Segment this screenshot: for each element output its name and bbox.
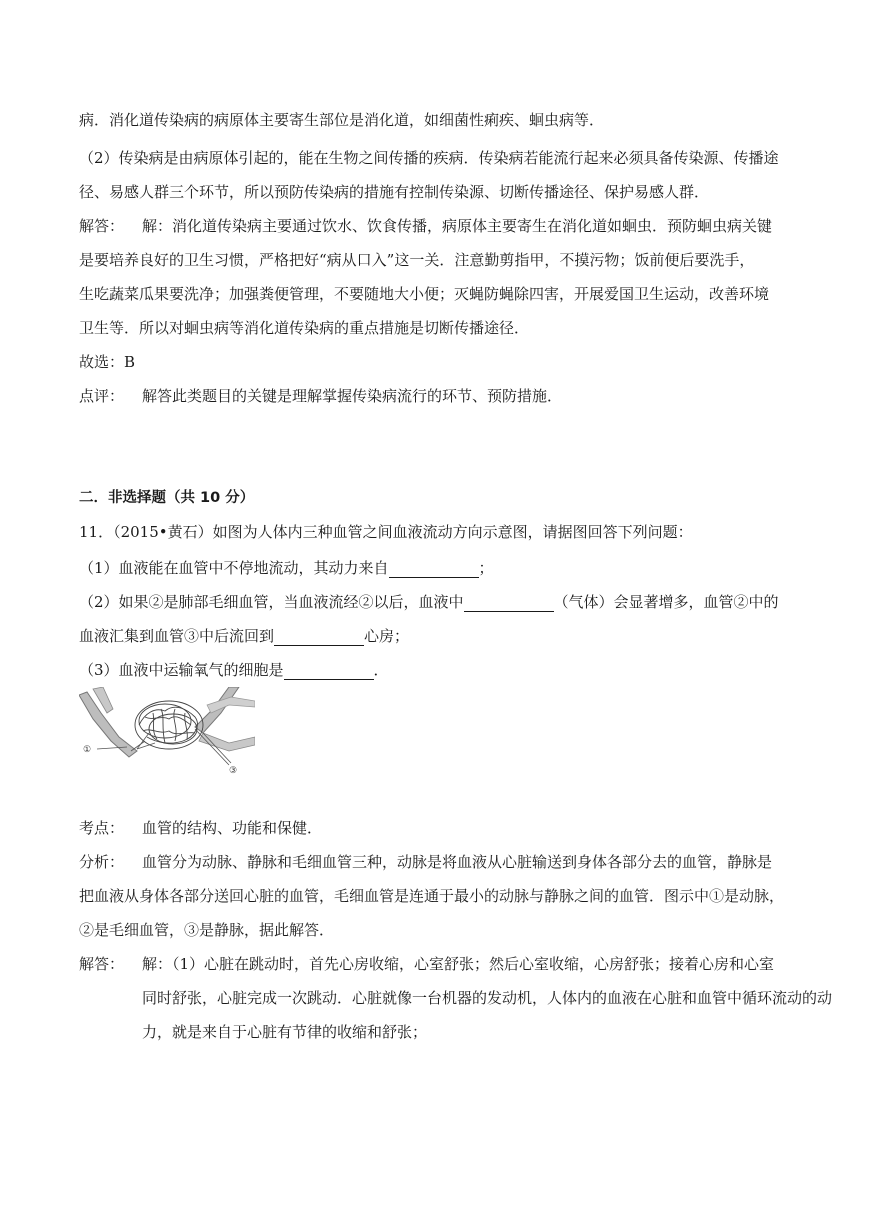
answer-block [79, 954, 774, 974]
answer-blank [274, 629, 364, 646]
section-heading: 二．非选择题（共 10 分） [79, 490, 255, 506]
q1-end: ； [478, 559, 494, 577]
text-line: ②是毛细血管，③是静脉，据此解答． [79, 921, 335, 939]
comment-text: 解答此类题目的关键是理解掌握传染病流行的环节、预防措施． [142, 387, 563, 405]
q2-text-d: 心房； [364, 627, 410, 645]
q3-end: ． [373, 661, 389, 679]
q1-text: （1）血液能在血管中不停地流动，其动力来自 [79, 559, 389, 577]
answer-blank [464, 595, 554, 612]
text-line: 生吃蔬菜瓜果要洗净；加强粪便管理，不要随地大小便；灭蝇防蝇除四害，开展爱国卫生运动，改善环境 [79, 285, 770, 303]
fenxi-label: 分析： [79, 853, 125, 871]
answer-label: 解答： [79, 217, 125, 235]
kaodian-text: 血管的结构、功能和保健． [142, 819, 323, 837]
q3-text: （3）血液中运输氧气的细胞是 [79, 661, 284, 679]
text-line: 血管分为动脉、静脉和毛细血管三种，动脉是将血液从心脏输送到身体各部分去的血管，静脉是 [142, 853, 773, 871]
answer-block [79, 216, 772, 236]
kaodian-block [79, 818, 322, 838]
answer-blank [284, 663, 374, 680]
fenxi-block [79, 852, 772, 872]
text-line: 是要培养良好的卫生习惯，严格把好“病从口入”这一关．注意勤剪指甲，不摸污物；饭前便后要洗手， [79, 251, 755, 269]
comment-block [79, 386, 562, 406]
text-line: 力，就是来自于心脏有节律的收缩和舒张； [142, 1023, 428, 1041]
question-2-cont [79, 626, 409, 646]
figure-label-3: ③ [229, 766, 238, 776]
text-line: 卫生等．所以对蛔虫病等消化道传染病的重点措施是切断传播途径． [79, 319, 530, 337]
text-line: 解：（1）心脏在跳动时，首先心房收缩，心室舒张；然后心室收缩，心房舒张；接着心房和心室 [142, 955, 775, 973]
question-2 [79, 592, 779, 612]
comment-label: 点评： [79, 387, 125, 405]
question-1 [79, 558, 494, 578]
q2-text-b: （气体）会显著增多，血管②中的 [553, 593, 779, 611]
text-line: 同时舒张，心脏完成一次跳动．心脏就像一台机器的发动机，人体内的血液在心脏和血管中循环流动的动 [142, 989, 833, 1007]
question-3 [79, 660, 389, 680]
text-line: 把血液从身体各部分送回心脏的血管，毛细血管是连通于最小的动脉与静脉之间的血管．图示中①是动脉， [79, 887, 785, 905]
question-stem: 11．（2015•黄石）如图为人体内三种血管之间血液流动方向示意图，请据图回答下列问题： [79, 523, 693, 541]
q2-text: （2）如果②是肺部毛细血管，当血液流经②以后，血液中 [79, 593, 464, 611]
figure-label-1: ① [83, 745, 92, 755]
text-line: 解：消化道传染病主要通过饮水、饮食传播，病原体主要寄生在消化道如蛔虫．预防蛔虫病关键 [142, 217, 773, 235]
choice-line: 故选：B [79, 353, 136, 371]
text-line: 径、易感人群三个环节，所以预防传染病的措施有控制传染源、切断传播途径、保护易感人群． [79, 183, 710, 201]
text-line: 病．消化道传染病的病原体主要寄生部位是消化道，如细菌性痢疾、蛔虫病等． [79, 111, 605, 129]
q2-text-c: 血液汇集到血管③中后流回到 [79, 627, 275, 645]
answer-blank [389, 561, 479, 578]
kaodian-label: 考点： [79, 819, 125, 837]
answer-label: 解答： [79, 955, 125, 973]
text-line: （2）传染病是由病原体引起的，能在生物之间传播的疾病．传染病若能流行起来必须具备传染源、传播途 [79, 149, 779, 167]
blood-vessel-figure [79, 687, 255, 777]
